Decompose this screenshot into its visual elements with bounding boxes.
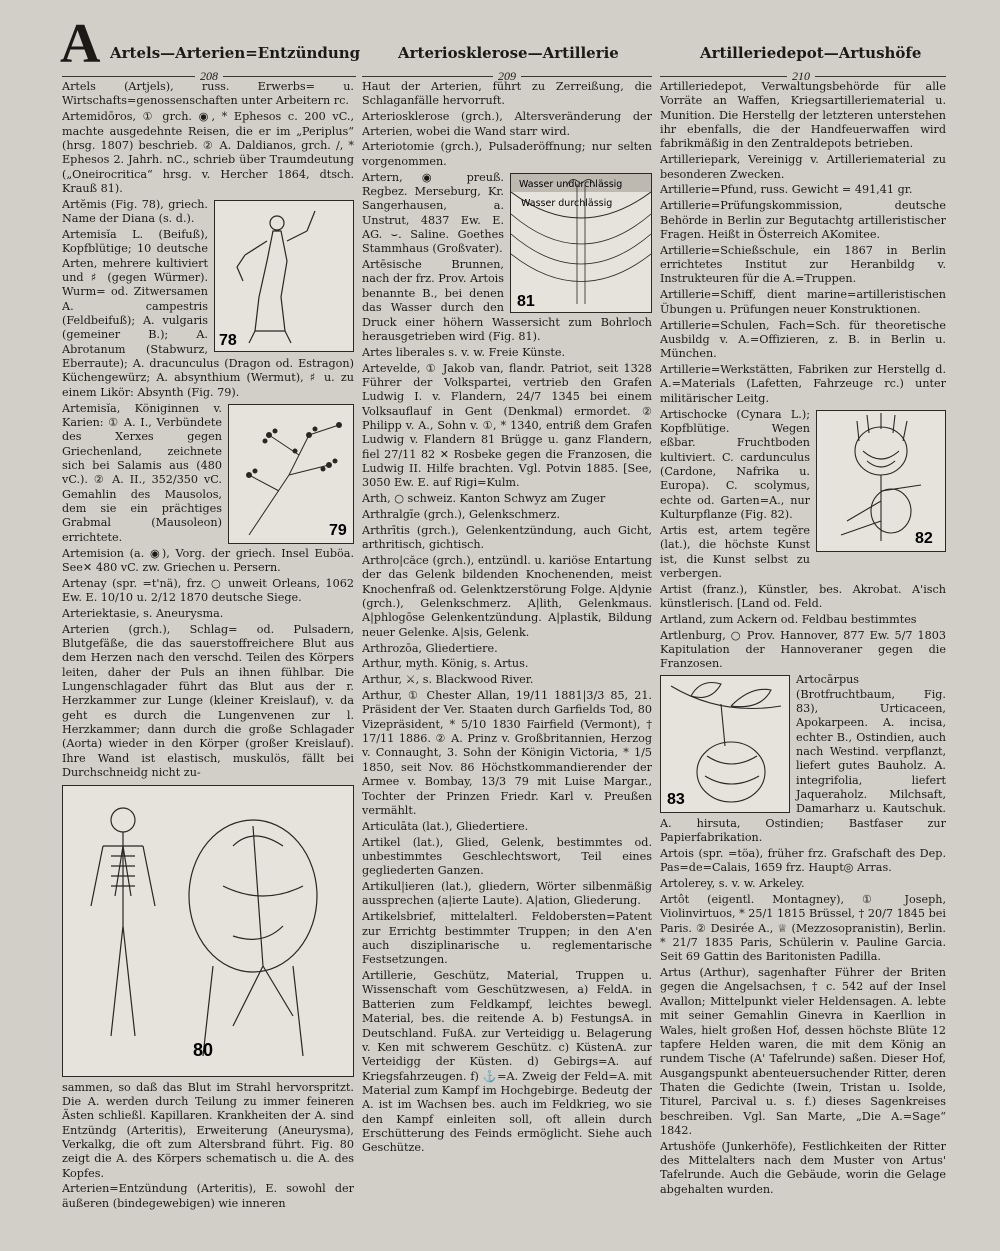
column-2	[362, 80, 652, 1239]
entry-artocarpus: Artocārpus (Brotfruchtbaum, Fig. 83), Urticaceen, Apokarpeen. A. incisa, echter B., Ostindien, auch nach Westind. verpflanzt, liefert gutes Bauholz. A. integrifolia, liefert Jaqueraholz. Milchsaft, Damarharz u. Kautschuk. A. hirsuta, Ostindien; Bastfaser zur Papierfabrikation.	[660, 673, 946, 845]
entry-arthur-myth: Arthur, myth. König, s. Artus.	[362, 657, 529, 671]
entry-artillerie-pfund: Artillerie=Pfund, russ. Gewicht = 491,41 gr.	[660, 183, 913, 197]
entry-artushoefe: Artushöfe (Junkerhöfe), Festlichkeiten der Ritter des Mittelalters nach dem Muster von Artus' Tafelrunde. Auch die Gebäude, worin die Gelage abgehalten wurden.	[660, 1139, 946, 1196]
entry-artillerie-schiff: Artillerie=Schiff, dient marine=artilleristischen Übungen u. Prüfungen neuer Konstruktionen.	[660, 288, 946, 316]
entry-artus: Artus (Arthur), sagenhafter Führer der Briten gegen die Angelsachsen, † c. 542 auf der Insel Avallon; Mittelpunkt vieler Heldensagen. A. lebte mit seiner Gemahlin Ginevra in Kaerllion in Wales, hielt großen Hof, dessen höchste Blüte 12 tapfere Helden waren, die mit dem König an rundem Tische (A' Tafelrunde) saßen. Dieser Hof, Ausgangspunkt abenteuersuchender Ritter, deren Thaten die Gedichte (Iwein, Tristan u. Isolde, Titurel, Parcival u. s. f.) dieses Sagenkreises beschreiben. Vgl. San Marte, „Die A.=Sage“ 1842.	[660, 966, 946, 1137]
entry-arthur-river: Arthur, ⚔, s. Blackwood River.	[362, 673, 534, 687]
page-number-left: 208	[195, 69, 223, 84]
figure-82	[816, 410, 946, 552]
figure-83	[660, 675, 790, 813]
header-center: Arteriosklerose—Artillerie	[398, 44, 619, 62]
entry-artenay: Artenay (spr. =t'nä), frz. ○ unweit Orleans, 1062 Ew. E. 10/10 u. 2/12 1870 deutsche Siege.	[62, 576, 354, 605]
entry-artillerie-schiessschule: Artillerie=Schießschule, ein 1867 in Berlin errichtetes Institut zur Heranbildg v. Instrukteuren für die A.=Truppen.	[660, 243, 946, 286]
entry-artillerie-schulen: Artillerie=Schulen, Fach=Sch. für theoretische Ausbildg v. A.=Offizieren, z. B. in Berlin u. München.	[660, 318, 946, 361]
figure-78	[214, 200, 354, 352]
page-number-center: 209	[493, 69, 521, 84]
entry-artist: Artist (franz.), Künstler, bes. Akrobat. A'isch künstlerisch. [Land od. Feld.	[660, 582, 946, 611]
entry-artolerey: Artolerey, s. v. w. Arkeley.	[660, 877, 805, 891]
entry-arthritis: Arthrītis (grch.), Gelenkentzündung, auch Gicht, arthritisch, gichtisch.	[362, 523, 652, 552]
entry-artemisia-queens: Artemisĭa, Königinnen v. Karien: ① A. I., Verbündete des Xerxes gegen Griechenland, zeichnete sich bei Salamis aus (480 vC.). ② A. II., 352/350 vC. Gemahlin des Mausolos, dem sie ein prächtiges Grabmal (Mausoleon) errichtete.	[62, 401, 222, 544]
entry-arthur-persons: Arthur, ① Chester Allan, 19/11 1881|3/3 85, 21. Präsident der Ver. Staaten durch Garfields Tod, 80 Vizepräsident, * 5/10 1830 Fairfield (Vermont), † 17/11 1886. ② A. Prinz v. Großbritannien, Herzog v. Connaught, 3. Sohn der Königin Victoria, * 1/5 1850, seit Nov. 86 Höchstkommandierender der Armee v. Bombay, 13/3 79 mit Luise Margar., Tochter der Prinzen Friedr. Karl v. Preußen vermählt.	[362, 689, 652, 817]
entry-artemision: Artemision (a. ◉), Vorg. der griech. Insel Euböa. See✕ 480 vC. zw. Griechen u. Persern.	[62, 546, 354, 574]
page-number-right: 210	[787, 69, 815, 84]
artemis-figure-illustration	[214, 200, 354, 352]
entry-arteriotomie: Arteriotomie (grch.), Pulsaderöffnung; nur selten vorgenommen.	[362, 140, 652, 168]
figure-79-number: 79	[329, 521, 347, 539]
figure-81-top-label: Wasser undurchlässig	[519, 178, 623, 190]
column-1	[62, 80, 354, 1239]
breadfruit-illustration	[660, 675, 790, 813]
entry-articulata: Articulāta (lat.), Gliedertiere.	[362, 819, 529, 833]
entry-arteriosklerose: Arteriosklerose (grch.), Altersveränderung der Arterien, wobei die Wand starr wird.	[362, 110, 652, 138]
figure-81	[510, 173, 652, 313]
entry-artevelde: Artevelde, ① Jakob van, flandr. Patriot, seit 1328 Führer der Volkspartei, vertrieb den Grafen Ludwig I. v. Flandern, 24/7 1345 bei einem Volksauflauf in Gent (Denkmal) ermordet. ② Philipp v. A., Sohn v. ①, * 1340, entriß dem Grafen Ludwig v. Flandern 81 Brügge u. ganz Flandern, fiel 27/11 82 ✕ Rosbeke gegen die Franzosen, die Ludwig II. Hilfe brachten. Vgl. Potvin 1885. [See, 3050 Ew. E. auf Rigi=Kulm.	[362, 361, 652, 490]
artesian-well-illustration	[510, 173, 652, 313]
entry-arthralgie: Arthralgīe (grch.), Gelenkschmerz.	[362, 507, 560, 521]
figure-80-number: 80	[193, 1039, 214, 1060]
figure-80	[62, 785, 354, 1077]
column-3	[660, 80, 946, 1239]
header-right: Artilleriedepot—Artushöfe	[700, 44, 922, 62]
entry-artemis: Artĕmis (Fig. 78), griech. Name der Diana (s. d.).	[62, 197, 208, 226]
entry-arterien: Arterien (grch.), Schlag= od. Pulsadern, Blutgefäße, die das sauerstoffreichere Blut aus dem Herzen nach den verschd. Teilen des Körpers leiten, daher der Puls an ihnen fühlbar. Die Lungenschlagader führt das Blut aus der r. Herzkammer zur Lunge (kleiner Kreislauf), v. da geht es durch die Lungenvenen zur l. Herzkammer; dann durch die große Schlagader (Aorta) wieder in den Körper (großer Kreislauf). Ihre Wand ist elastisch, muskulös, fällt bei Durchschneidg nicht zu-	[62, 622, 354, 780]
entry-artesische-brunnen: Artēsische Brunnen, nach der frz. Prov. Artois benannte B., bei denen das Wasser durch den Druck einer höhern Wassersicht zum Bohrloch herausgetrieben wird (Fig. 81).	[362, 258, 652, 343]
entry-artern: Artern, ◉ preuß. Regbez. Merseburg, Kr. Sangerhausen, a. Unstrut, 4837 Ew. E. AG. ⌣. Saline. Goethes Stammhaus (Großvater).	[362, 170, 504, 256]
artichoke-illustration	[816, 410, 946, 552]
entry-artemisia-plant: Artemisĭa L. (Beifuß), Kopfblütige; 10 deutsche Arten, mehrere kultiviert und ♯ (gegen Würmer). Wurm= od. Zitwersamen A. campestris (Feldbeifuß); A. vulgaris (gemeiner B.); A. Abrotanum (Stabwurz, Eberraute); A. dracunculus (Dragon od. Estragon) Küchengewürz; A. absynthium (Wermut), ♯ u. zu einem Likör: Absynth (Fig. 79).	[62, 227, 354, 399]
wormwood-plant-illustration	[228, 404, 354, 544]
entry-artilleriedepot: Artilleriedepot, Verwaltungsbehörde für alle Vorräte an Waffen, Kriegsartilleriematerial u. Munition. Die Herstellg der letzteren unterstehen ihr ebenfalls, die der Handfeuerwaffen wird fabrikmäßig in den Zentraldepots betrieben.	[660, 80, 946, 151]
figure-81-mid-label: Wasser durchlässig	[521, 197, 613, 209]
entry-arthrozoa: Arthrozōa, Gliedertiere.	[362, 641, 498, 655]
entry-arteriektasie: Arteriektasie, s. Aneurysma.	[62, 606, 224, 620]
entry-artot: Artôt (eigentl. Montagney), ① Joseph, Violinvirtuos, * 25/1 1815 Brüssel, † 20/7 1845 bei Paris. ② Desirée A., ♕ (Mezzosopranistin), Berlin. * 21/7 1835 Paris, Schülerin v. Pauline Garcia. Seit 69 Gattin des Baritonisten Padilla.	[660, 892, 946, 964]
entry-arthrocace: Arthro|căce (grch.), entzündl. u. kariöse Entartung der das Gelenk bildenden Knochenenden, meist Knochenfraß od. Gelenktzerstörung Folge. A|dynie (grch.), Gelenkschmerz. A|lith, Gelenkmaus. A|phlogōse Gelenkentzündung. A|plastik, Bildung neuer Gelenke. A|sis, Gelenk.	[362, 554, 652, 639]
entry-artillerie-werkstaetten: Artillerie=Werkstätten, Fabriken zur Herstellg d. A.=Materials (Lafetten, Fahrzeuge rc.) unter militärischer Leitg.	[660, 363, 946, 405]
entry-artilleriepark: Artilleriepark, Vereinigg v. Artilleriematerial zu besonderen Zwecken.	[660, 153, 946, 181]
header-left: Artels—Arterien=Entzündung	[110, 44, 361, 62]
figure-81-number: 81	[517, 292, 535, 310]
entry-artemidoros: Artemidōros, ① grch. ◉, * Ephesos c. 200 vC., machte ausgedehnte Reisen, die er im „Periplus“ (hrsg. 1807) beschrieb. ② A. Daldianos, grch. /, * Ephesos 2. Jahrh. nC., schrieb über Traumdeutung („Oneirocritica“ hrsg. v. Hercher 1864, dtsch. Krauß 81).	[62, 110, 354, 195]
entry-artischocke: Artischocke (Cynara L.); Kopfblütige. Wegen eßbar. Fruchtboden kultiviert. C. cardunculus (Cardone, Nafrika u. Europa). C. scolymus, echte od. Garten=A., nur Kulturpflanze (Fig. 82).	[660, 407, 810, 521]
arteries-anatomy-illustration	[62, 785, 354, 1077]
entry-artland: Artland, zum Ackern od. Feldbau bestimmtes	[660, 612, 917, 626]
entry-arterien-cont: sammen, so daß das Blut im Strahl hervorspritzt. Die A. werden durch Teilung zu immer feineren Ästen schließl. Kapillaren. Krankheiten der A. sind Entzündg (Arteritis), Erweiterung (Aneurysma), Verkalkg, die oft zum Altersbrand führt. Fig. 80 zeigt die A. des Körpers schematisch u. die A. des Kopfes.	[62, 1080, 354, 1180]
figure-79	[228, 404, 354, 544]
entry-artis-est: Artis est, artem tegĕre (lat.), die höchste Kunst ist, die Kunst selbst zu verbergen.	[660, 523, 810, 580]
section-letter: A	[60, 13, 101, 75]
entry-artels: Artels (Artjels), russ. Erwerbs= u. Wirtschafts=genossenschaften unter Arbeitern rc.	[62, 80, 354, 108]
entry-artikulieren: Artikul|ieren (lat.), gliedern, Wörter silbenmäßig aussprechen (a|ierte Laute). A|ation, Gliederung.	[362, 880, 652, 908]
entry-artikelsbrief: Artikelsbrief, mittelalterl. Feldobersten=Patent zur Errichtg bestimmter Truppen; in den A'en auch disziplinarische u. reglementarische Festsetzungen.	[362, 910, 652, 967]
entry-artillerie-pruefungskommission: Artillerie=Prüfungskommission, deutsche Behörde in Berlin zur Begutachtg artilleristischer Fragen. Heißt in Österreich AKomitee.	[660, 199, 946, 241]
figure-78-number: 78	[219, 331, 237, 349]
entry-artes-liberales: Artes liberales s. v. w. Freie Künste.	[362, 345, 566, 359]
entry-arterien-entzuendung: Arterien=Entzündung (Arteritis), E. sowohl der äußeren (bindegewebigen) wie inneren	[62, 1182, 354, 1210]
figure-83-number: 83	[667, 791, 685, 809]
entry-arterien-cont2: Haut der Arterien, führt zu Zerreißung, die Schlaganfälle hervorruft.	[362, 80, 652, 108]
entry-artikel: Artikel (lat.), Glied, Gelenk, bestimmtes od. unbestimmtes Geschlechtswort, Teil eines gegliederten Ganzen.	[362, 835, 652, 878]
entry-artillerie: Artillerie, Geschütz, Material, Truppen u. Wissenschaft vom Geschützwesen, a) FeldA. in Batterien zum Feldkampf, leichtes bewegl. Material, bes. die reitende A. b) FestungsA. in Deutschland. FußA. zur Verteidigg u. Belagerung v. Ken mit schwerem Geschütz. c) KüstenA. zur Verteidigg der Küsten. d) Gebirgs=A. auf Kriegsfahrzeugen. f) ⚓=A. Zweig der Feld=A. mit Material zum Kampf im Hochgebirge. Bedeutg der A. ist im Wachsen bes. auch im Feldkrieg, wo sie den Kampf einleiten soll, oft allein durch Erschütterung des Feinds ermöglicht. Siehe auch Geschütze.	[362, 969, 652, 1155]
figure-82-number: 82	[915, 529, 933, 547]
entry-artois: Artois (spr. =töa), früher frz. Grafschaft des Dep. Pas=de=Calais, 1659 frz. Haupt◎ Arras.	[660, 846, 946, 875]
entry-artlenburg: Artlenburg, ○ Prov. Hannover, 877 Ew. 5/7 1803 Kapitulation der Hannoveraner gegen die Franzosen.	[660, 628, 946, 671]
entry-arth: Arth, ○ schweiz. Kanton Schwyz am Zuger	[362, 492, 606, 506]
